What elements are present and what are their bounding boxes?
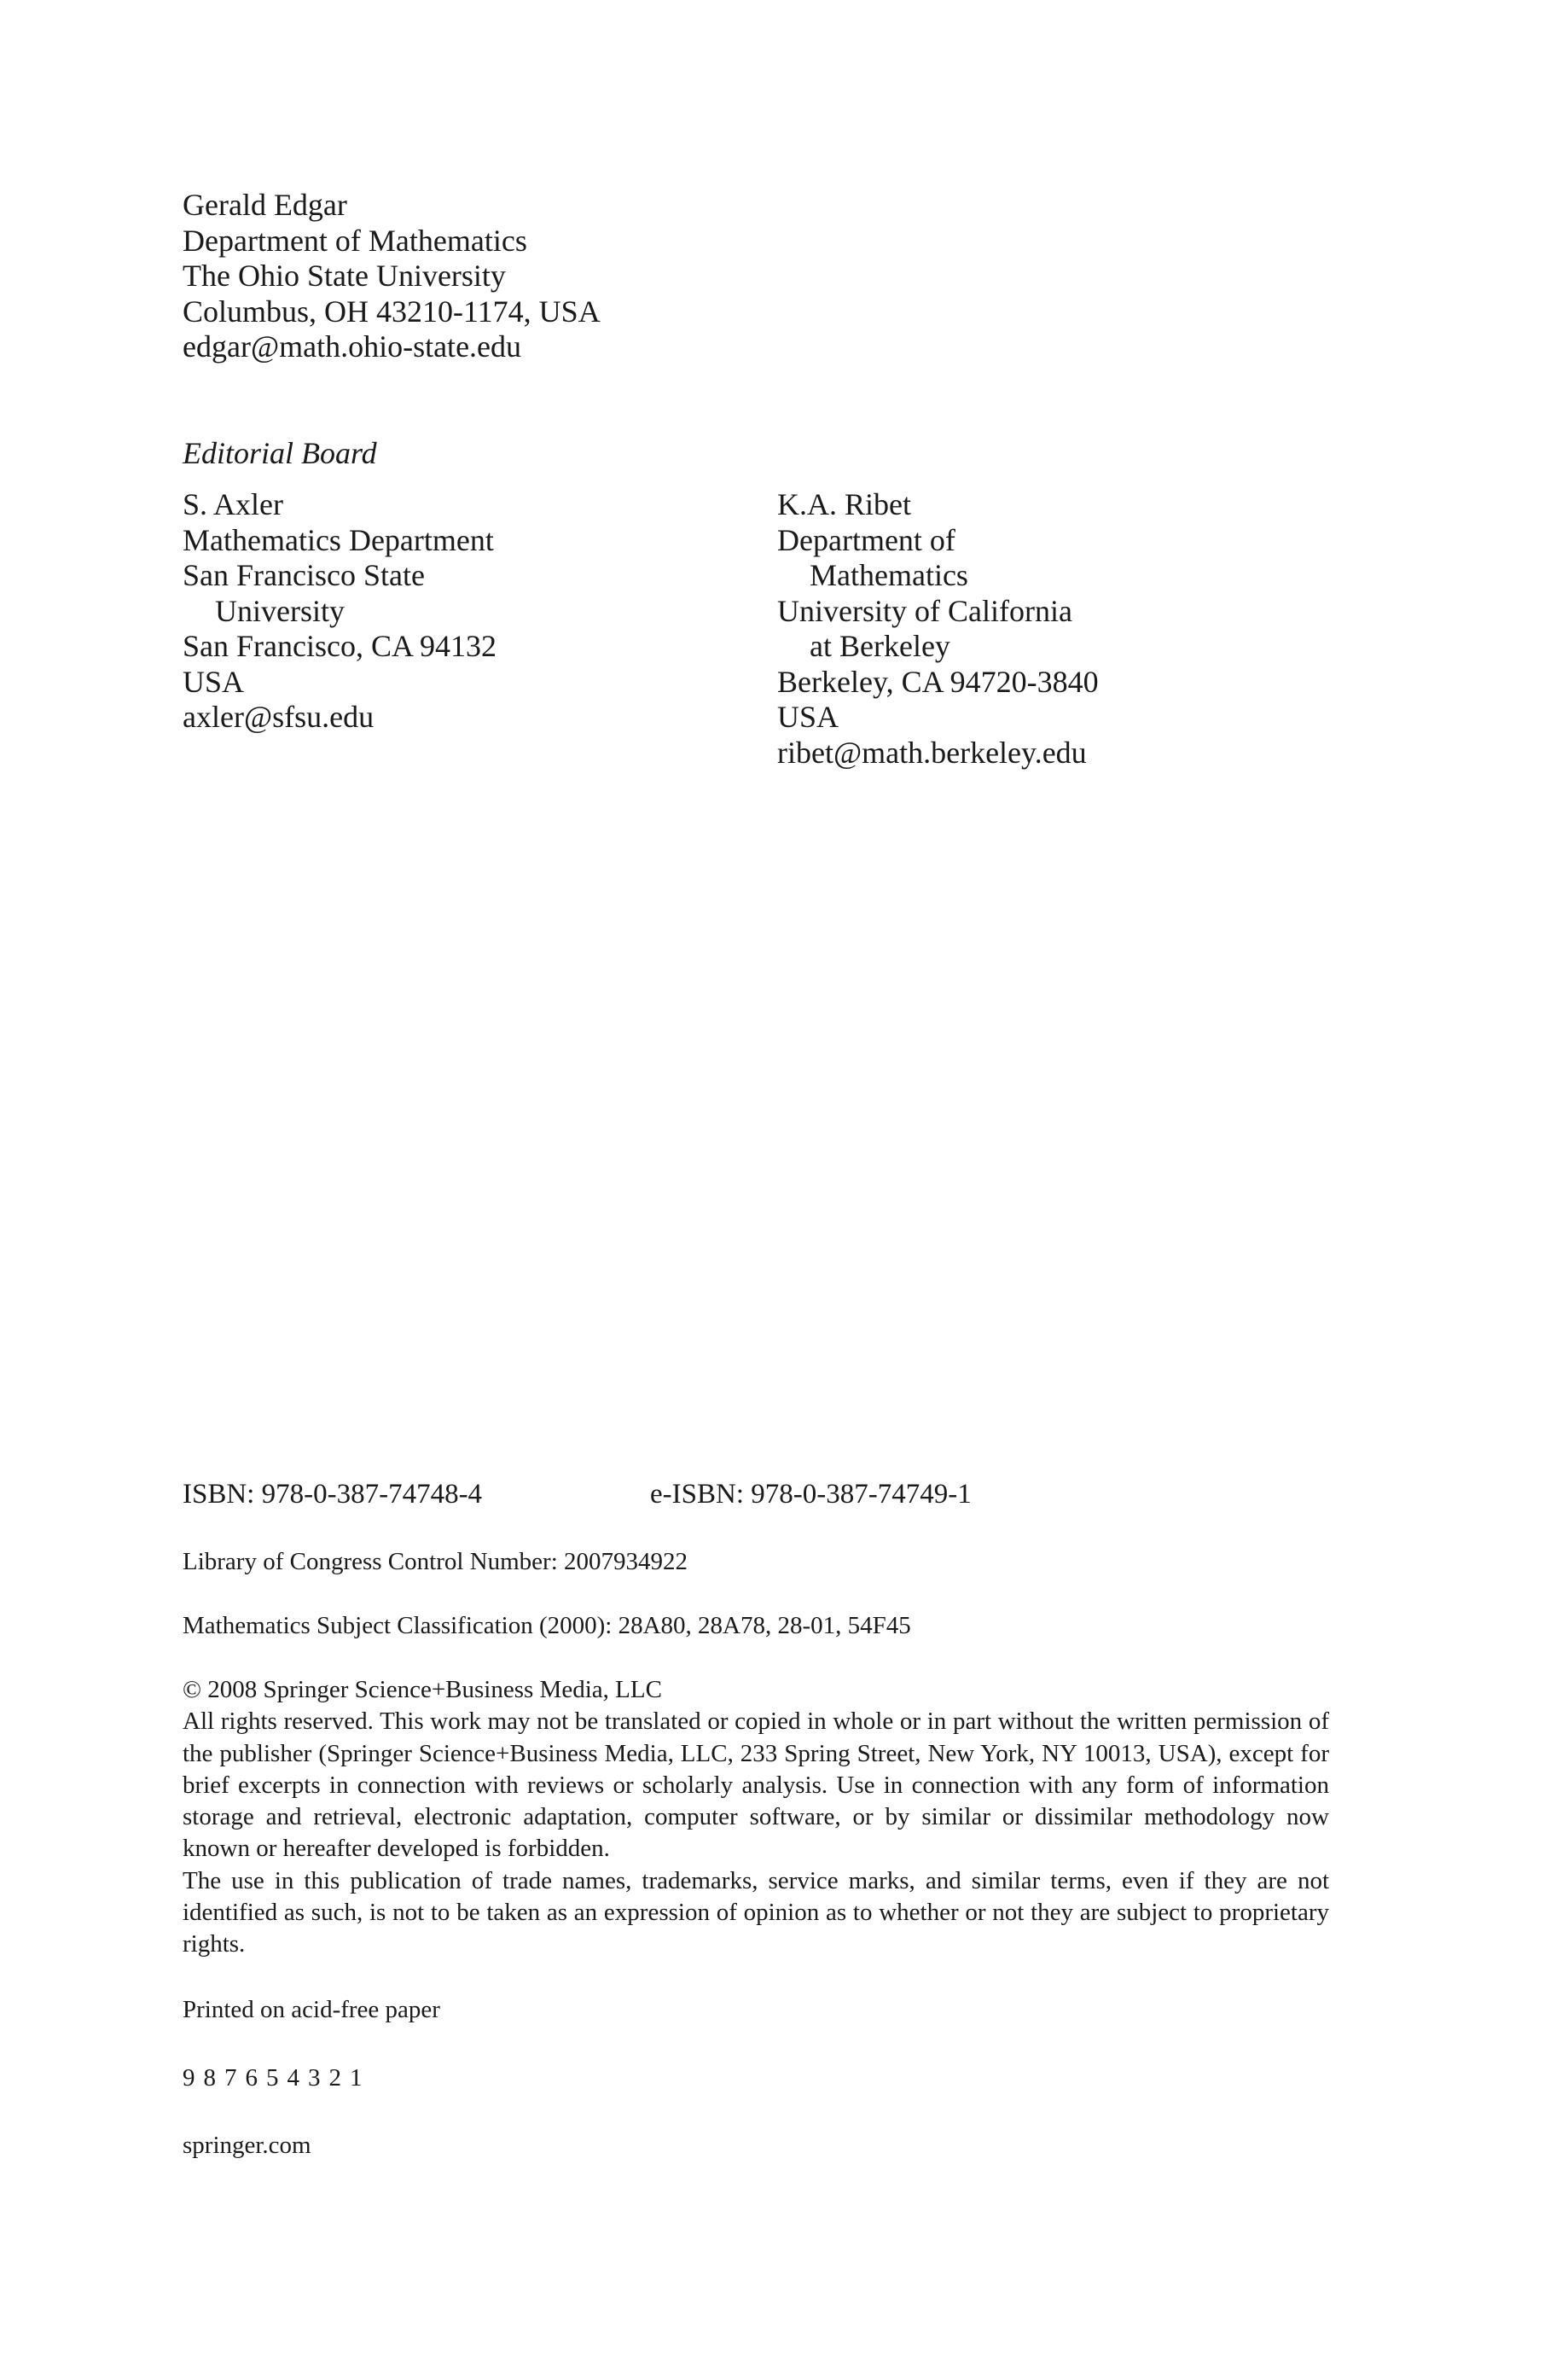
editor-line: Mathematics [810, 558, 968, 592]
print-number: 5 [266, 2064, 279, 2092]
editor-line: University of California [777, 593, 1072, 628]
print-number: 1 [350, 2064, 363, 2092]
editor-line: K.A. Ribet [777, 487, 911, 521]
editor-line: USA [183, 664, 245, 699]
print-number: 2 [328, 2064, 341, 2092]
author-university: The Ohio State University [183, 259, 506, 293]
author-name: Gerald Edgar [183, 188, 347, 222]
editor-line: Mathematics Department [183, 522, 494, 557]
copyright-notice: © 2008 Springer Science+Business Media, LLC [183, 1676, 662, 1703]
editor-line: University [215, 593, 345, 628]
editor-line: San Francisco State [183, 558, 425, 592]
lccn: Library of Congress Control Number: 2007934922 [183, 1548, 688, 1575]
editorial-board-heading: Editorial Board [183, 436, 377, 470]
isbn-print: ISBN: 978-0-387-74748-4 [183, 1479, 483, 1510]
print-number: 7 [224, 2064, 237, 2092]
copyright-block [183, 1674, 1329, 1961]
editor-email: axler@sfsu.edu [183, 700, 375, 734]
acid-free-note: Printed on acid-free paper [183, 1996, 440, 2023]
print-number: 9 [183, 2064, 195, 2092]
author-city: Columbus, OH 43210-1174, USA [183, 294, 601, 329]
editor-line: S. Axler [183, 487, 284, 521]
msc-classification: Mathematics Subject Classification (2000): 28A80, 28A78, 28-01, 54F45 [183, 1612, 911, 1639]
print-number: 3 [308, 2064, 321, 2092]
editor-line: Department of [777, 522, 955, 557]
editor-email: ribet@math.berkeley.edu [777, 735, 1087, 770]
print-number: 6 [245, 2064, 258, 2092]
author-department: Department of Mathematics [183, 223, 527, 258]
editor-line: USA [777, 700, 839, 734]
editor-line: at Berkeley [810, 629, 950, 663]
rights-statement: All rights reserved. This work may not be translated or copied in whole or in part without the written permission of the publisher (Springer Science+Business Media, LLC, 233 Spring Street, New York, NY 10013, USA), except for brief excerpts in connection with reviews or scholarly analysis. Use in connection with any form of information storage and retrieval, electronic adaptation, computer software, or by similar or dissimilar methodology now known or hereafter developed is forbidden. [183, 1708, 1329, 1863]
publisher-website[interactable]: springer.com [183, 2132, 311, 2159]
print-number: 4 [287, 2064, 299, 2092]
editor-ribet [777, 487, 1099, 771]
trademark-statement: The use in this publication of trade names, trademarks, service marks, and similar terms, even if they are not identified as such, is not to be taken as an expression of opinion as to whether or not they are subject to proprietary rights. [183, 1866, 1329, 1958]
editor-line: Berkeley, CA 94720-3840 [777, 664, 1099, 699]
print-number: 8 [203, 2064, 216, 2092]
author-address [183, 188, 601, 365]
author-email: edgar@math.ohio-state.edu [183, 329, 522, 364]
isbn-ebook: e-ISBN: 978-0-387-74749-1 [650, 1479, 972, 1510]
editor-axler [183, 487, 497, 736]
print-line [183, 2064, 371, 2092]
editor-line: San Francisco, CA 94132 [183, 629, 497, 663]
